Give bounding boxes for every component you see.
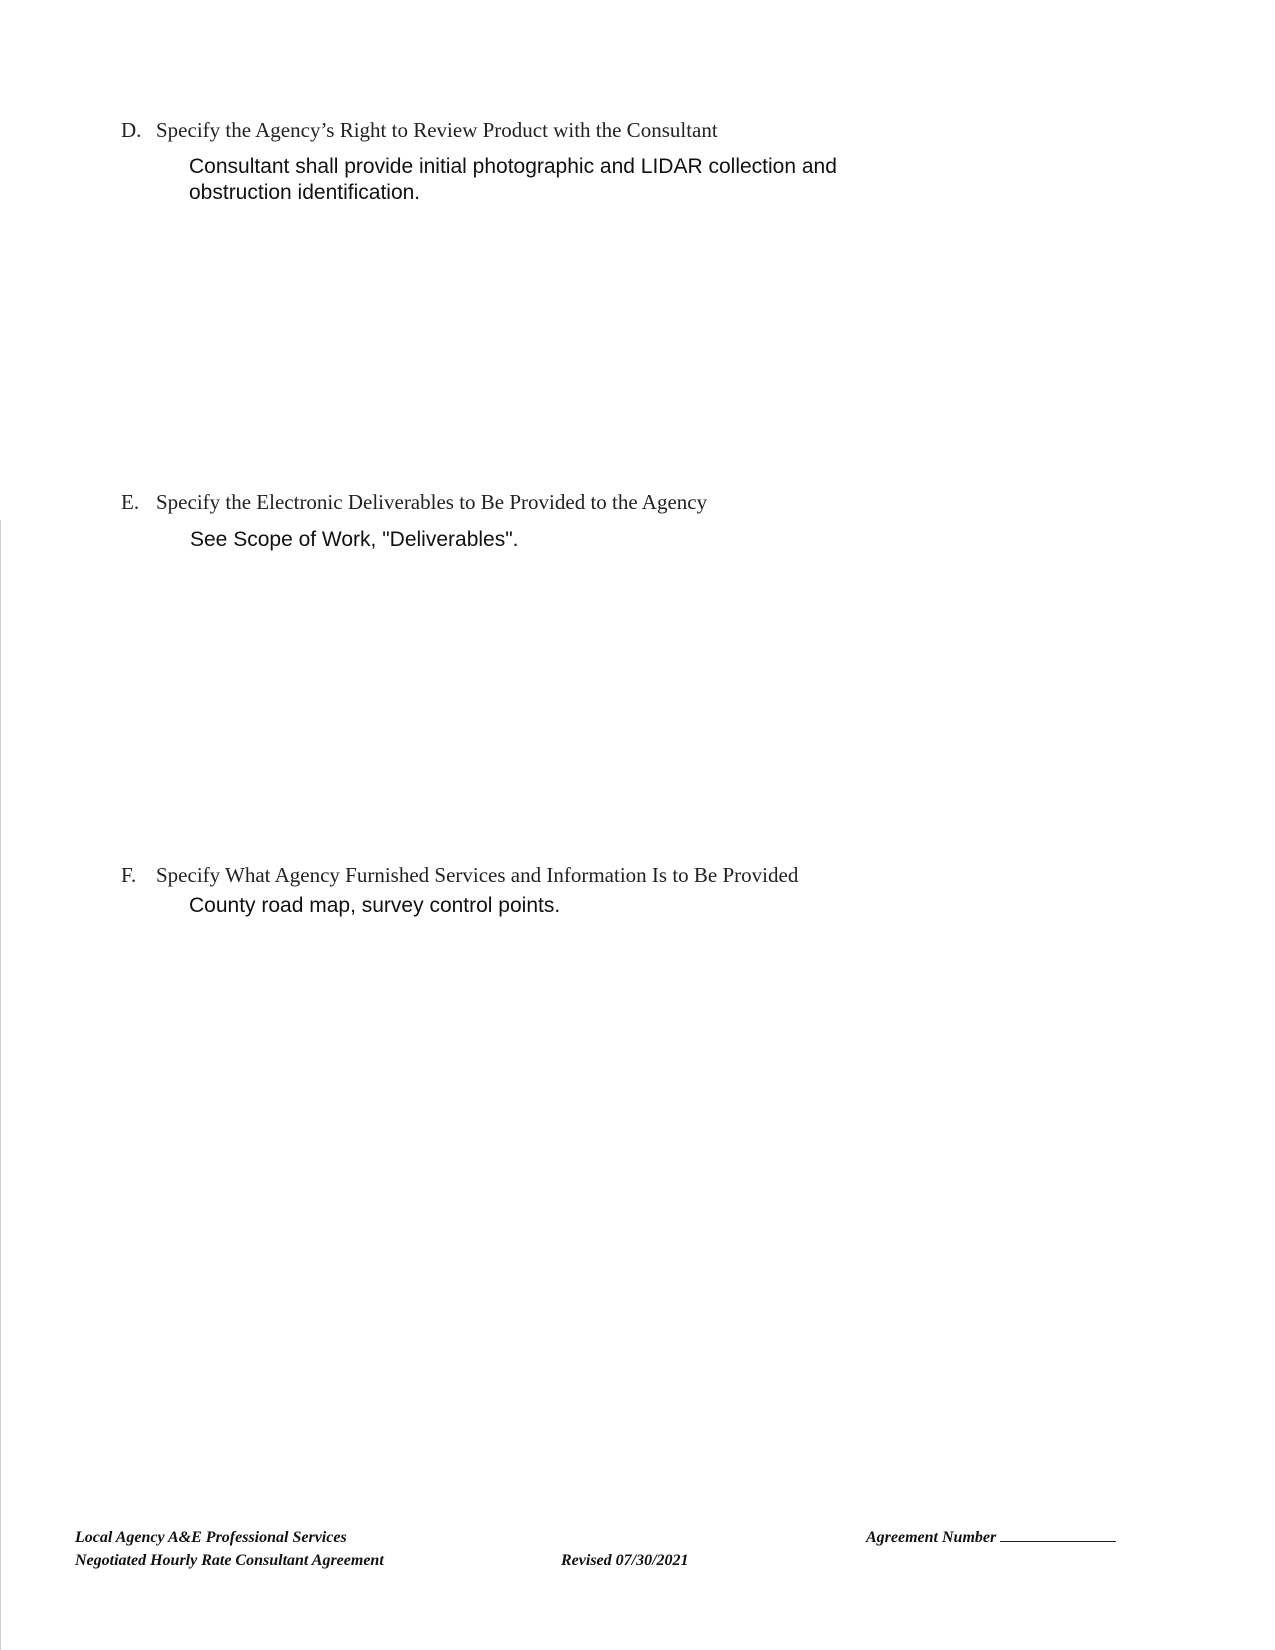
section-d-answer-line-2: obstruction identification. [189, 181, 421, 204]
section-d-title: Specify the Agency’s Right to Review Product with the Consultant [156, 118, 718, 142]
agreement-number-label: Agreement Number [866, 1529, 997, 1546]
footer-agreement-number [866, 1526, 1116, 1549]
section-e-letter: E. [121, 490, 140, 514]
agreement-number-blank [1000, 1527, 1116, 1542]
footer-form-title-line-2: Negotiated Hourly Rate Consultant Agreement [75, 1552, 384, 1569]
section-f-title: Specify What Agency Furnished Services and Information Is to Be Provided [156, 863, 799, 887]
section-e-answer: See Scope of Work, "Deliverables". [190, 528, 519, 551]
section-d-answer-line-1: Consultant shall provide initial photographic and LIDAR collection and [189, 155, 837, 178]
section-f-letter: F. [121, 863, 137, 887]
footer-form-title-line-1: Local Agency A&E Professional Services [75, 1529, 347, 1546]
section-e-heading [121, 489, 707, 515]
section-f-answer: County road map, survey control points. [189, 894, 561, 917]
section-f-heading [121, 862, 798, 888]
footer-revised-date: Revised 07/30/2021 [561, 1552, 689, 1569]
section-d-heading [121, 117, 718, 143]
section-e-title: Specify the Electronic Deliverables to Be Provided to the Agency [156, 490, 708, 514]
section-d-letter: D. [121, 118, 142, 142]
footer-form-title [75, 1526, 384, 1572]
page-scan-edge [0, 520, 1, 1650]
